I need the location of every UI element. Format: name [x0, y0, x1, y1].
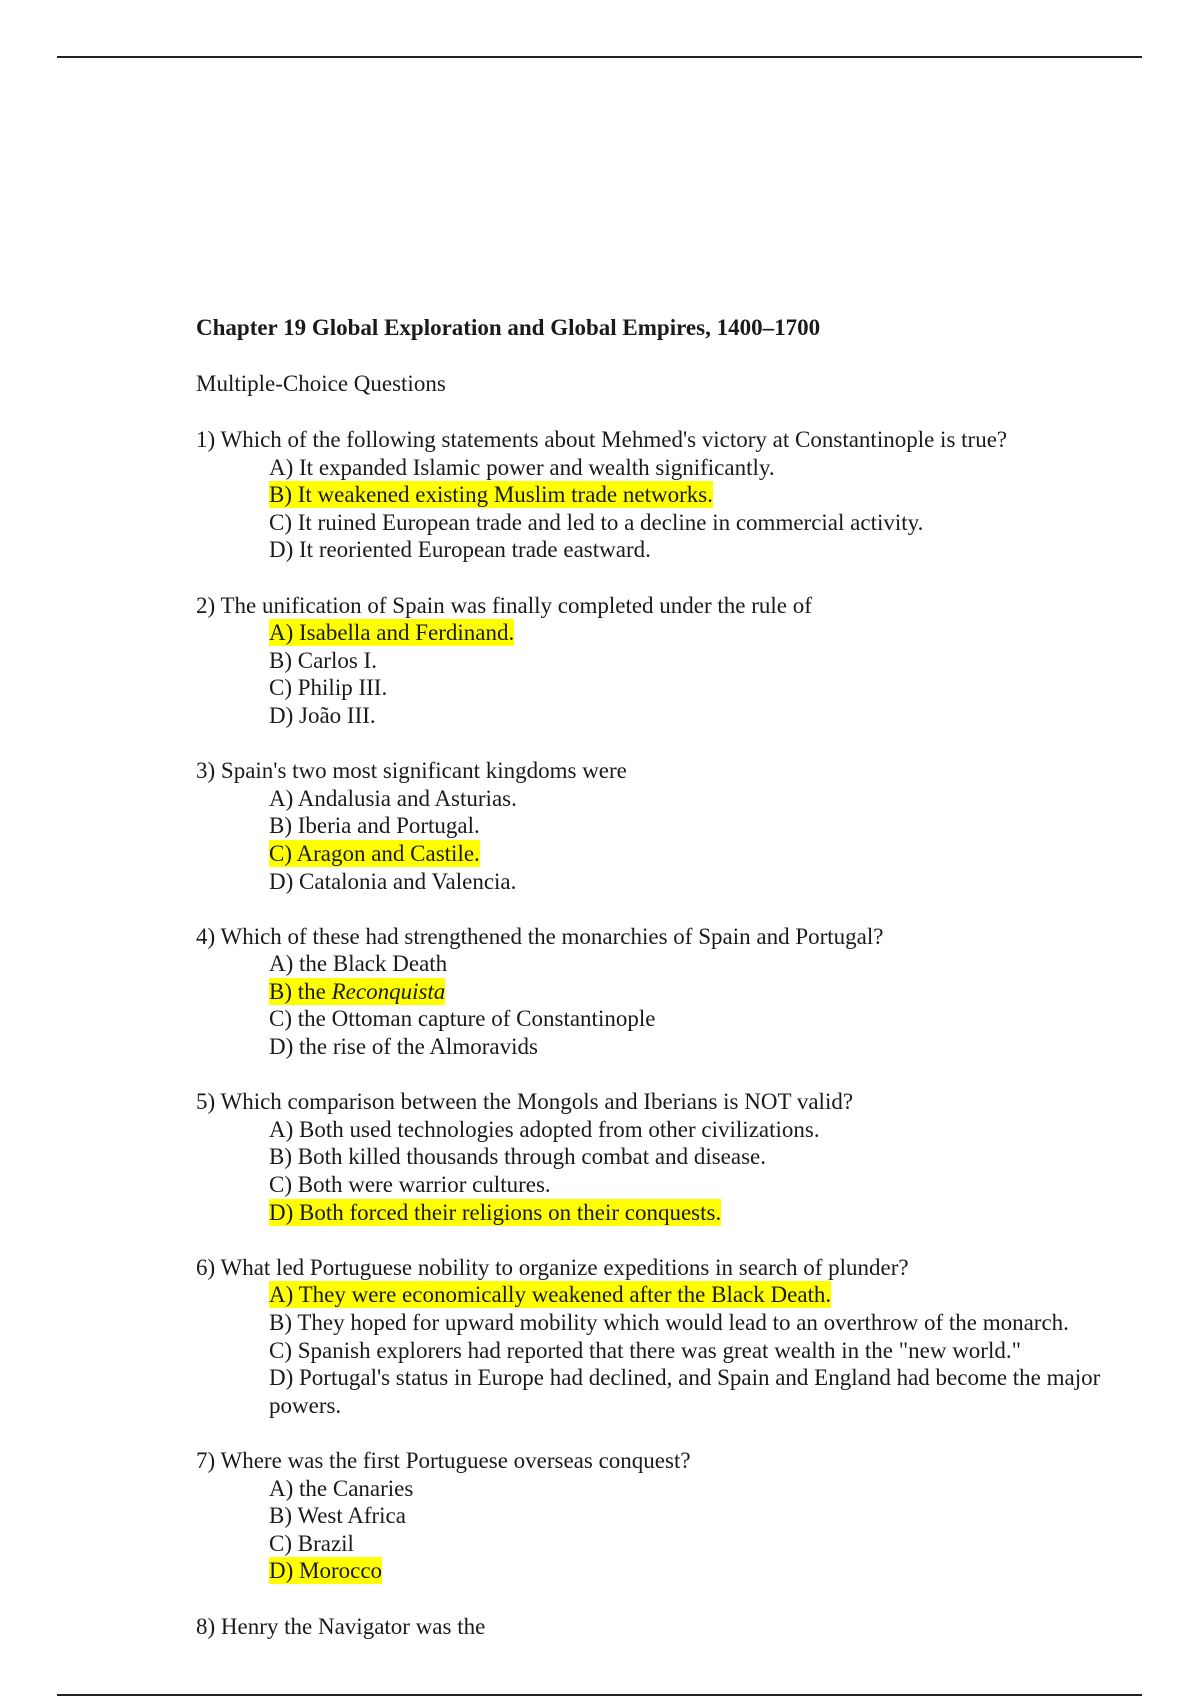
answer-option-label: C) Brazil: [269, 1530, 354, 1556]
answer-option-text: [269, 1364, 1100, 1419]
question-text: 7) Where was the first Portuguese overseas conquest?: [196, 1447, 691, 1473]
answer-option-label: A) They were economically weakened after the Black Death.: [269, 1282, 832, 1308]
top-rule: [57, 56, 1142, 58]
answer-option-highlighted: [196, 978, 1126, 1006]
answer-option-label: D) Both forced their religions on their conquests.: [269, 1199, 722, 1225]
answer-option-label: A) Both used technologies adopted from other civilizations.: [269, 1116, 820, 1142]
question-text: 6) What led Portuguese nobility to organize expeditions in search of plunder?: [196, 1254, 909, 1280]
answer-option-text: [269, 1199, 721, 1226]
answer-option-highlighted: [196, 1281, 1126, 1309]
answer-option-label: B) They hoped for upward mobility which would lead to an overthrow of the monarch.: [269, 1310, 1069, 1335]
question-6: [196, 1254, 1126, 1420]
question-text: 1) Which of the following statements about Mehmed's victory at Constantinople is true?: [196, 427, 1008, 452]
answer-option-label: C) It ruined European trade and led to a decline in commercial activity.: [269, 509, 924, 535]
answer-option-label: A) Andalusia and Asturias.: [269, 785, 517, 811]
answer-option-highlighted: [196, 481, 1126, 509]
answer-option: [196, 1309, 1126, 1337]
answer-option: [196, 950, 1126, 978]
answer-option-text: [269, 1309, 1069, 1336]
answer-option-italic-text: Reconquista: [331, 978, 446, 1004]
answer-option: [196, 1033, 1126, 1061]
answer-option: [196, 812, 1126, 840]
answer-option: [196, 702, 1126, 730]
answer-option: [196, 868, 1126, 896]
answer-option-highlighted: [196, 1199, 1126, 1227]
answer-option-text: [269, 1337, 1021, 1364]
question-8: [196, 1613, 1126, 1641]
answer-option-text: [269, 1171, 551, 1198]
question-1: [196, 426, 1126, 564]
question-7: [196, 1447, 1126, 1585]
answer-option-label: D) It reoriented European trade eastward.: [269, 537, 651, 563]
answer-option: [196, 647, 1126, 675]
answer-option-label: B) It weakened existing Muslim trade networks.: [269, 482, 713, 508]
question-list: [196, 426, 1126, 1640]
question-text: 5) Which comparison between the Mongols and Iberians is NOT valid?: [196, 1089, 854, 1115]
answer-option-label: B) Carlos I.: [269, 647, 377, 673]
answer-option-text: [269, 619, 514, 646]
answer-option-text: [269, 481, 713, 508]
answer-option-label: D) João III.: [269, 702, 376, 728]
question-text: 3) Spain's two most significant kingdoms were: [196, 758, 627, 784]
answer-option: [196, 1502, 1126, 1530]
answer-option-text: [269, 1475, 413, 1502]
answer-option-label: D) the rise of the Almoravids: [269, 1034, 538, 1060]
question-3: [196, 757, 1126, 895]
answer-option-label: B) Iberia and Portugal.: [269, 813, 480, 839]
answer-option-text: [269, 1116, 820, 1143]
question-5: [196, 1088, 1126, 1226]
answer-option-text: [269, 868, 516, 895]
answer-option-label: C) Philip III.: [269, 675, 388, 701]
document-body: [196, 314, 1126, 1668]
answer-option-text: [269, 840, 480, 867]
answer-option: [196, 509, 1126, 537]
answer-option-text: [269, 950, 447, 977]
question-4: [196, 923, 1126, 1061]
answer-option-label: B) West Africa: [269, 1503, 406, 1529]
answer-option: [196, 1171, 1126, 1199]
answer-option-text: [269, 674, 387, 701]
answer-option-text: [269, 1530, 354, 1557]
bottom-rule: [57, 1694, 1142, 1696]
question-text: 2) The unification of Spain was finally completed under the rule of: [196, 592, 812, 618]
answer-option-highlighted: [196, 619, 1126, 647]
answer-option-label: D) Morocco: [269, 1558, 383, 1584]
answer-option-label: D) Portugal's status in Europe had declined, and Spain and England had become the major powers.: [269, 1365, 1101, 1418]
answer-option: [196, 785, 1126, 813]
answer-option: [196, 1143, 1126, 1171]
answer-option-text: [269, 647, 377, 674]
answer-option-highlighted: [196, 840, 1126, 868]
answer-option: [196, 1116, 1126, 1144]
answer-option-label: C) Both were warrior cultures.: [269, 1172, 551, 1198]
answer-option-text: [269, 978, 445, 1005]
answer-option-label: C) Aragon and Castile.: [269, 840, 480, 866]
section-subtitle: Multiple-Choice Questions: [196, 371, 446, 396]
answer-option-text: [269, 785, 517, 812]
question-text: 8) Henry the Navigator was the: [196, 1613, 486, 1639]
answer-option-label: A) Isabella and Ferdinand.: [269, 620, 515, 646]
question-2: [196, 592, 1126, 730]
answer-option-label: A) the Black Death: [269, 951, 448, 977]
answer-option-label: A) It expanded Islamic power and wealth significantly.: [269, 454, 775, 480]
answer-option-label: C) the Ottoman capture of Constantinople: [269, 1006, 656, 1032]
answer-option: [196, 1364, 1126, 1419]
answer-option-text: [269, 1033, 538, 1060]
answer-option-text: [269, 1143, 766, 1170]
answer-option-label: A) the Canaries: [269, 1475, 414, 1501]
answer-option: [196, 536, 1126, 564]
answer-option: [196, 1475, 1126, 1503]
page-title: Chapter 19 Global Exploration and Global Empires, 1400–1700: [196, 315, 821, 340]
answer-option-label: D) Catalonia and Valencia.: [269, 868, 517, 894]
answer-option: [196, 674, 1126, 702]
answer-option-text: [269, 454, 775, 481]
answer-option-text: [269, 1005, 655, 1032]
answer-option: [196, 1005, 1126, 1033]
answer-option-label: C) Spanish explorers had reported that there was great wealth in the "new world.": [269, 1337, 1021, 1363]
answer-option-text: [269, 812, 480, 839]
answer-option-text: [269, 1557, 382, 1584]
answer-option-text: [269, 702, 376, 729]
answer-option: [196, 454, 1126, 482]
question-text: 4) Which of these had strengthened the monarchies of Spain and Portugal?: [196, 923, 884, 949]
answer-option-highlighted: [196, 1557, 1126, 1585]
answer-option-text: [269, 1502, 406, 1529]
answer-option-label: B) Both killed thousands through combat and disease.: [269, 1144, 766, 1170]
answer-option-text: [269, 536, 651, 563]
answer-option-text: [269, 509, 923, 536]
answer-option: [196, 1530, 1126, 1558]
answer-option: [196, 1337, 1126, 1365]
answer-option-text: [269, 1281, 831, 1308]
answer-option-label: B) the: [269, 978, 332, 1004]
